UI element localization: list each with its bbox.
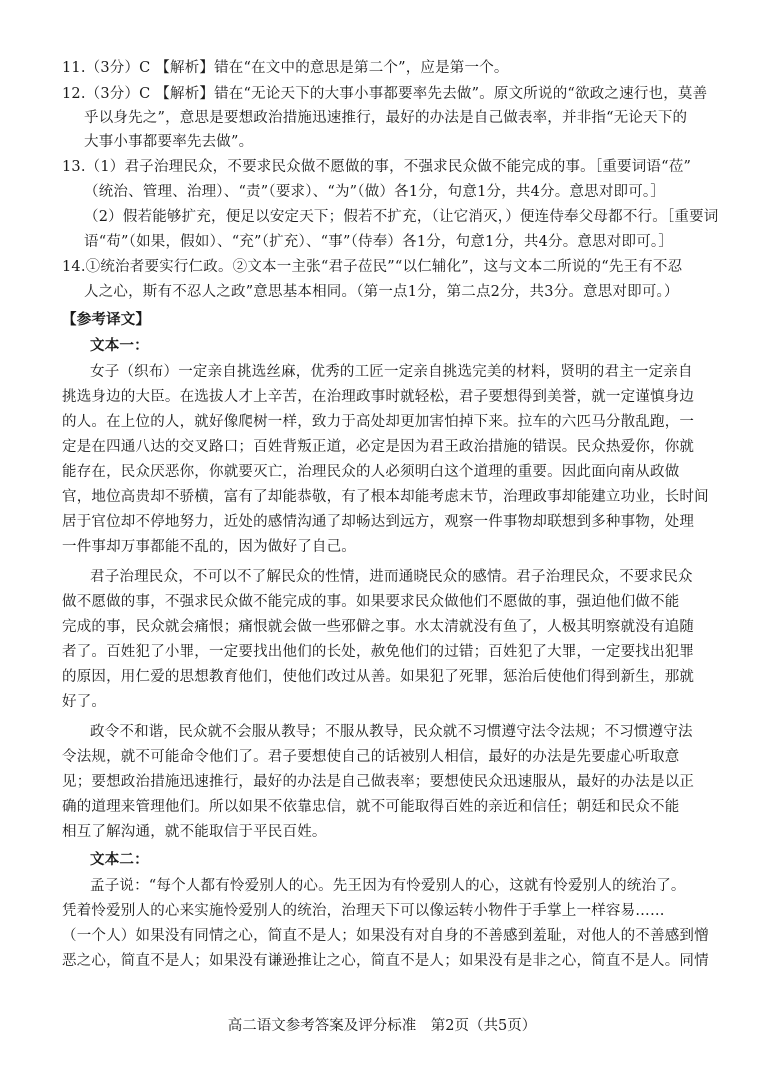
answer-14-line: 14.①统治者要实行仁政。②文本一主张“君子莅民”“以仁辅化”，这与文本二所说的“先王有不忍 — [62, 259, 683, 275]
text1-p1-line: 女子（织布）一定亲自挑选丝麻，优秀的工匠一定亲自挑选完美的材料，贤明的君主一定亲自 — [90, 364, 693, 380]
page-footer: 高二语文参考答案及评分标准 第2页（共5页） — [227, 1018, 537, 1034]
answer-13-line: （统治、管理、治理）、“责”（要求）、“为”（做）各1分，句意1分，共4分。意思对即可。］ — [84, 184, 666, 200]
text1-p3-line: 政令不和谐，民众就不会服从教导；不服从教导，民众就不习惯遵守法令法规；不习惯遵守法 — [90, 724, 693, 740]
text1-p1-line: 挑选身边的大臣。在选拔人才上辛苦，在治理政事时就轻松，君子要想得到美誉，就一定谨慎身边 — [62, 389, 695, 405]
answer-14-line: 人之心，斯有不忍人之政”意思基本相同。（第一点1分，第二点2分，共3分。意思对即可。） — [84, 284, 679, 300]
text1-p2-line: 好了。 — [62, 694, 107, 710]
answer-12-line: 12.（3分）C 【解析】错在“无论天下的大事小事都要率先去做”。原文所说的“欲政之速行也，莫善 — [62, 86, 708, 102]
answer-11: 11.（3分）C 【解析】错在“在文中的意思是第二个”，应是第一个。 — [62, 60, 509, 76]
text1-p1-line: 居于官位却不停地努力，近处的感情沟通了却畅达到远方，观察一件事物却联想到多种事物，处理 — [62, 514, 695, 530]
answer-13-line: 语“苟”（如果，假如）、“充”（扩充）、“事”（侍奉）各1分，句意1分，共4分。意思对即可。］ — [84, 234, 674, 250]
text1-p3-line: 令法规，就不可能命令他们了。君子要想使自己的话被别人相信，最好的办法是先要虚心听取意 — [62, 749, 680, 765]
answer-13-line: （2）假若能够扩充，便足以安定天下；假若不扩充，（让它消灭，）便连侍奉父母都不行。［重要词 — [84, 209, 719, 225]
text2-p1-line: （一个人）如果没有同情之心，简直不是人；如果没有对自身的不善感到羞耻，对他人的不善感到憎 — [62, 928, 709, 944]
text2-p1-line: 凭着怜爱别人的心来实施怜爱别人的统治，治理天下可以像运转小物件于手掌上一样容易…… — [62, 903, 665, 919]
text1-p2-line: 者了。百姓犯了小罪，一定要找出他们的长处，赦免他们的过错；百姓犯了大罪，一定要找出犯罪 — [62, 644, 695, 660]
text1-p2-line: 完成的事，民众就会痛恨；痛恨就会做一些邪僻之事。水太清就没有鱼了，人极其明察就没有追随 — [62, 619, 695, 635]
text1-p3-line: 相互了解沟通，就不能取信于平民百姓。 — [62, 824, 327, 840]
text1-p1-line: 的人。在上位的人，就好像爬树一样，致力于高处却更加害怕掉下来。拉车的六匹马分散乱跑，一 — [62, 414, 695, 430]
text1-p2-line: 君子治理民众，不可以不了解民众的性情，进而通晓民众的感情。君子治理民众，不要求民众 — [90, 569, 693, 585]
text1-p1-line: 定是在四通八达的交叉路口；百姓背叛正道，必定是因为君王政治措施的错误。民众热爱你，你就 — [62, 439, 695, 455]
text1-p1-line: 能存在，民众厌恶你，你就要灭亡，治理民众的人必须明白这个道理的重要。因此面向南从政做 — [62, 464, 680, 480]
answer-12-line: 乎以身先之”，意思是要想政治措施迅速推行，最好的办法是自己做表率，并非指“无论天下的 — [84, 110, 688, 126]
answer-12-line: 大事小事都要率先去做”。 — [84, 134, 254, 150]
text2-p1-line: 孟子说：“每个人都有怜爱别人的心。先王因为有怜爱别人的心，这就有怜爱别人的统治了。 — [90, 878, 686, 894]
text1-title: 文本一： — [90, 338, 149, 354]
text1-p1-line: 一件事却万事都能不乱的，因为做好了自己。 — [62, 539, 356, 555]
text1-p3-line: 确的道理来管理他们。所以如果不依靠忠信，就不可能取得百姓的亲近和信任；朝廷和民众不能 — [62, 799, 680, 815]
text2-title: 文本二： — [90, 852, 149, 868]
text1-p2-line: 的原因，用仁爱的思想教育他们，使他们改过从善。如果犯了死罪，惩治后使他们得到新生，那就 — [62, 669, 695, 685]
translation-heading: 【参考译文】 — [62, 312, 151, 328]
text2-p1-line: 恶之心，简直不是人；如果没有谦逊推让之心，简直不是人；如果没有是非之心，简直不是人。同情 — [62, 953, 709, 969]
answer-13-line: 13.（1）君子治理民众，不要求民众做不愿做的事，不强求民众做不能完成的事。［重要词语“莅” — [62, 159, 692, 175]
text1-p1-line: 官，地位高贵却不骄横，富有了却能恭敬，有了根本却能考虑末节，治理政事却能建立功业，长时间 — [62, 489, 709, 505]
text1-p3-line: 见；要想政治措施迅速推行，最好的办法是自己做表率；要想使民众迅速服从，最好的办法是以正 — [62, 774, 695, 790]
text1-p2-line: 做不愿做的事，不强求民众做不能完成的事。如果要求民众做他们不愿做的事，强迫他们做不能 — [62, 594, 680, 610]
